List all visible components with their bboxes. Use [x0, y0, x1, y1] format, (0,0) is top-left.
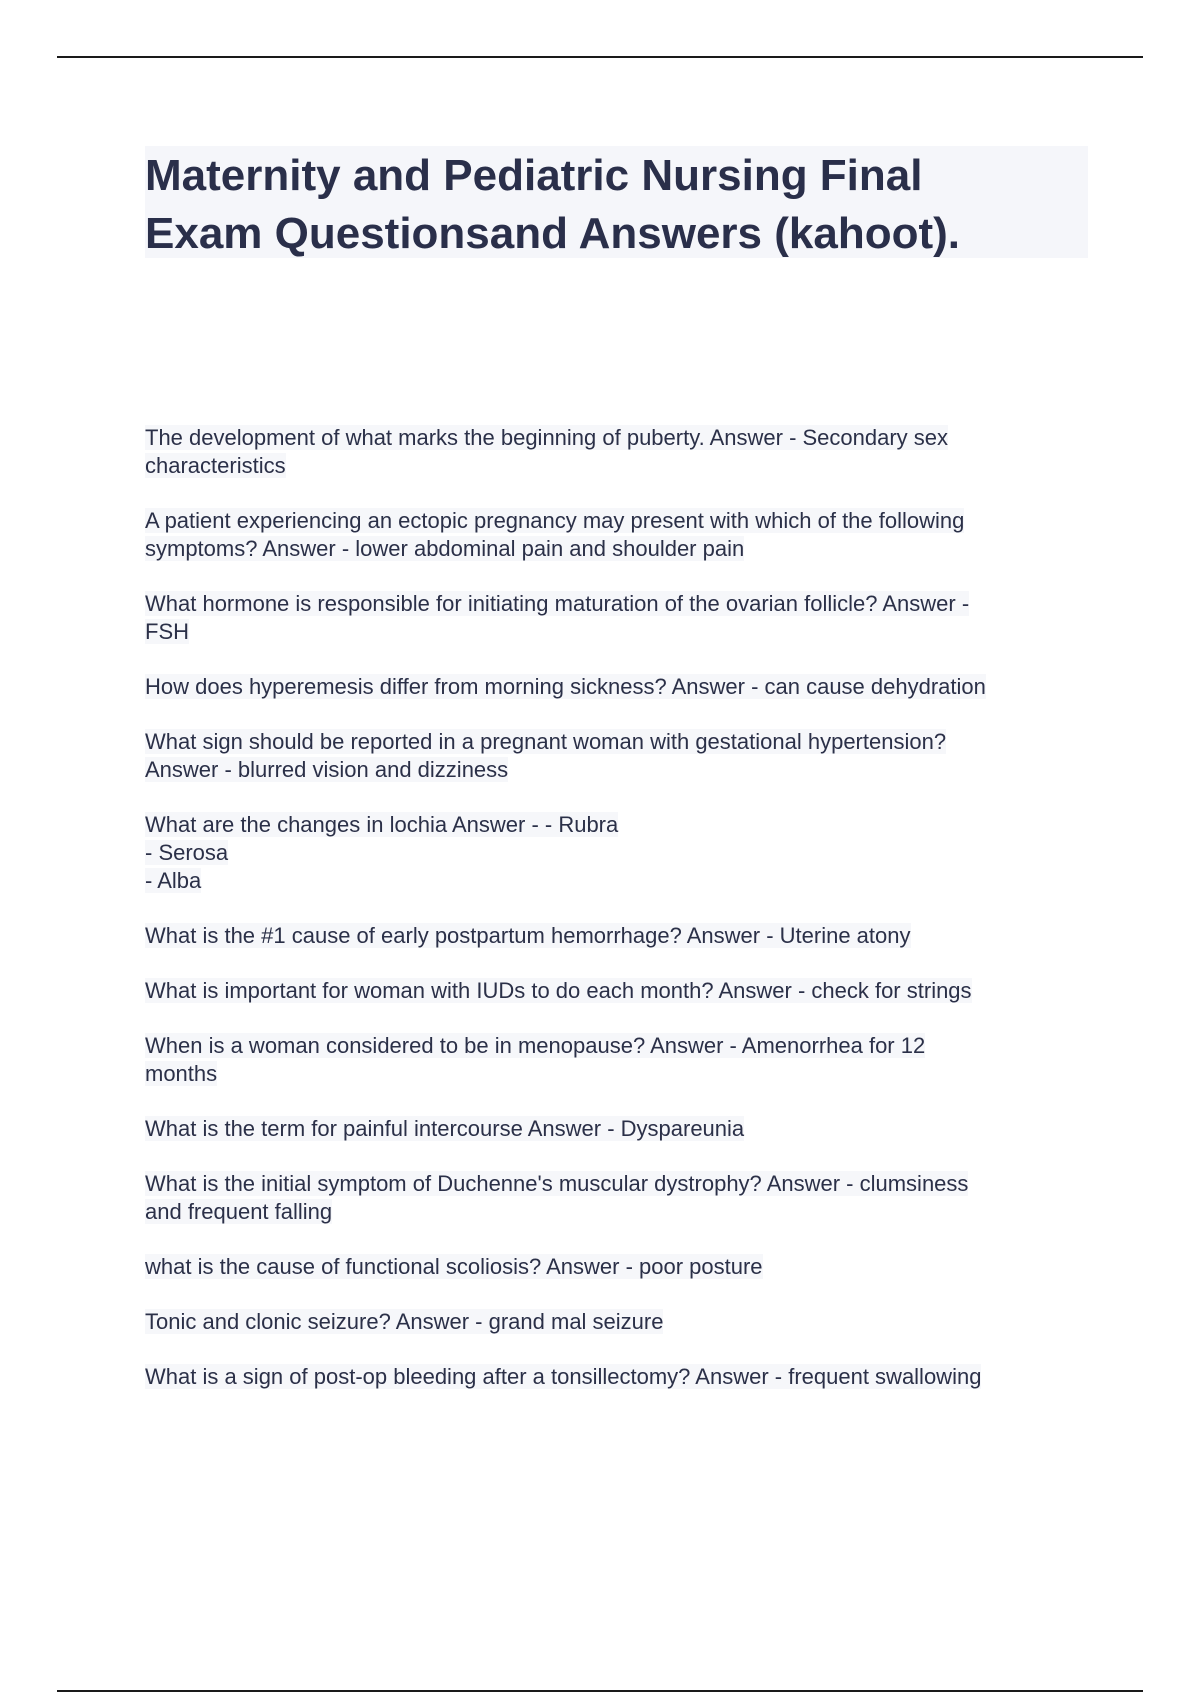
qa-text: What is important for woman with IUDs to do each month? Answer - check for strings: [145, 978, 972, 1003]
bottom-rule: [57, 1690, 1143, 1692]
qa-item: [145, 811, 1095, 895]
qa-text: The development of what marks the beginning of puberty. Answer - Secondary sex characteristics: [145, 425, 949, 478]
qa-item: [145, 1032, 1095, 1088]
qa-item: [145, 590, 1095, 646]
qa-text: What is the #1 cause of early postpartum hemorrhage? Answer - Uterine atony: [145, 923, 911, 948]
top-rule: [57, 56, 1143, 58]
qa-text: what is the cause of functional scoliosis? Answer - poor posture: [145, 1254, 763, 1279]
qa-text: What are the changes in lochia Answer - - Rubra - Serosa - Alba: [145, 812, 619, 893]
qa-item: [145, 507, 1095, 563]
qa-item: [145, 1115, 1095, 1143]
qa-item: [145, 977, 1095, 1005]
qa-item: [145, 728, 1095, 784]
qa-item: [145, 1170, 1095, 1226]
qa-item: [145, 1363, 1095, 1391]
qa-item: [145, 1308, 1095, 1336]
qa-text: What is a sign of post-op bleeding after a tonsillectomy? Answer - frequent swallowing: [145, 1364, 982, 1389]
qa-text: What is the initial symptom of Duchenne's muscular dystrophy? Answer - clumsiness and frequent falling: [145, 1171, 969, 1224]
qa-text: What sign should be reported in a pregnant woman with gestational hypertension? Answer - blurred vision and dizziness: [145, 729, 947, 782]
qa-item: [145, 1253, 1095, 1281]
qa-item: [145, 424, 1095, 480]
qa-text: Tonic and clonic seizure? Answer - grand mal seizure: [145, 1309, 664, 1334]
qa-text: A patient experiencing an ectopic pregnancy may present with which of the following symptoms? Answer - lower abdominal pain and shoulder pain: [145, 508, 965, 561]
qa-item: [145, 673, 1095, 701]
qa-text: When is a woman considered to be in menopause? Answer - Amenorrhea for 12 months: [145, 1033, 926, 1086]
qa-text: What is the term for painful intercourse Answer - Dyspareunia: [145, 1116, 745, 1141]
qa-list: [145, 424, 1095, 1418]
qa-text: What hormone is responsible for initiating maturation of the ovarian follicle? Answer - FSH: [145, 591, 970, 644]
qa-item: [145, 922, 1095, 950]
document-title: Maternity and Pediatric Nursing Final Exam Questionsand Answers (kahoot).: [145, 151, 960, 258]
qa-text: How does hyperemesis differ from morning sickness? Answer - can cause dehydration: [145, 674, 986, 699]
